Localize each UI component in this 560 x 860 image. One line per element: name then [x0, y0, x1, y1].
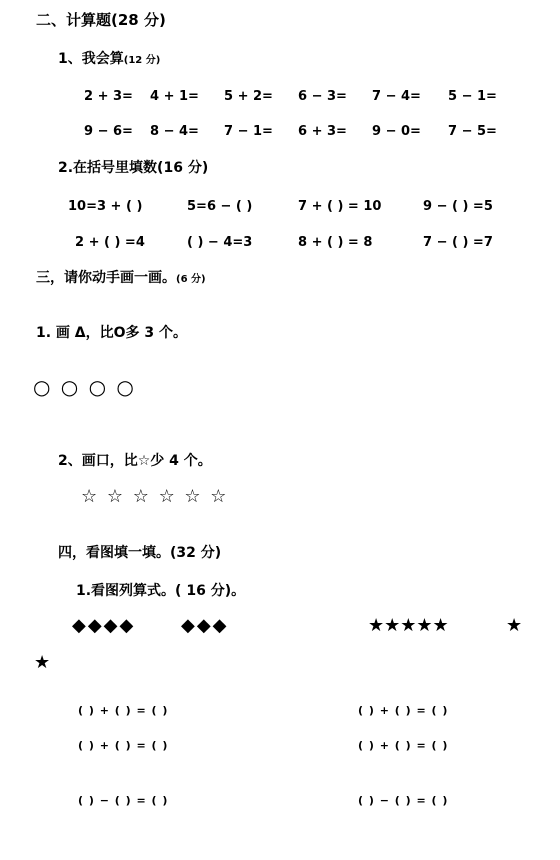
section-4-heading: 四，看图填一填。(32 分): [58, 545, 222, 561]
equation-add-right: ( ) + ( ) = ( ): [358, 739, 448, 752]
calc-problem: 9 − 0=: [372, 124, 421, 139]
fill-problem: 7 − ( ) =7: [423, 235, 493, 250]
fill-problem: 5=6 − ( ): [187, 199, 253, 214]
calc-problem: 9 − 6=: [84, 124, 133, 139]
section-2-heading: 二、计算题(28 分): [36, 11, 166, 29]
part-2-title: 2.在括号里填数(16 分): [58, 160, 209, 176]
equation-add-left: ( ) + ( ) = ( ): [78, 739, 168, 752]
fill-problem: 8 + ( ) = 8: [298, 235, 373, 250]
calc-problem: 4 + 1=: [150, 89, 199, 104]
fill-problem: 2 + ( ) =4: [75, 235, 145, 250]
calc-problem: 8 − 4=: [150, 124, 199, 139]
fill-problem: ( ) − 4=3: [187, 235, 253, 250]
fill-problem: 9 − ( ) =5: [423, 199, 493, 214]
stars-outline-row: ☆ ☆ ☆ ☆ ☆ ☆: [81, 486, 227, 507]
diamonds-group-b: ◆◆◆: [181, 615, 229, 636]
draw-question-1: 1. 画 Δ，比O多 3 个。: [36, 325, 188, 341]
calc-problem: 7 − 1=: [224, 124, 273, 139]
stars-group-a: ★★★★★: [368, 615, 449, 636]
equation-sub-right: ( ) − ( ) = ( ): [358, 794, 448, 807]
calc-problem: 2 + 3=: [84, 89, 133, 104]
part-1-title-text: 1、我会算: [58, 51, 124, 67]
stars-group-c: ★: [34, 652, 51, 673]
fill-problem: 10=3 + ( ): [68, 199, 143, 214]
section-3-points: (6 分): [176, 274, 206, 285]
section-3-heading: [36, 271, 206, 285]
equation-add-left: ( ) + ( ) = ( ): [78, 704, 168, 717]
section-3-title: 三，请你动手画一画。: [36, 270, 176, 286]
part-1-title: [58, 52, 160, 66]
section-4-part-1: 1.看图列算式。( 16 分)。: [76, 583, 246, 599]
diamonds-group-a: ◆◆◆◆: [72, 615, 136, 636]
fill-problem: 7 + ( ) = 10: [298, 199, 382, 214]
calc-problem: 7 − 4=: [372, 89, 421, 104]
calc-problem: 6 + 3=: [298, 124, 347, 139]
calc-problem: 5 + 2=: [224, 89, 273, 104]
calc-problem: 5 − 1=: [448, 89, 497, 104]
calc-problem: 7 − 5=: [448, 124, 497, 139]
equation-add-right: ( ) + ( ) = ( ): [358, 704, 448, 717]
stars-group-b: ★: [506, 615, 523, 636]
circles-row: ○ ○ ○ ○: [33, 375, 134, 399]
equation-sub-left: ( ) − ( ) = ( ): [78, 794, 168, 807]
part-1-points: (12 分): [123, 55, 161, 66]
calc-problem: 6 − 3=: [298, 89, 347, 104]
draw-question-2: 2、画口，比☆少 4 个。: [58, 453, 212, 469]
